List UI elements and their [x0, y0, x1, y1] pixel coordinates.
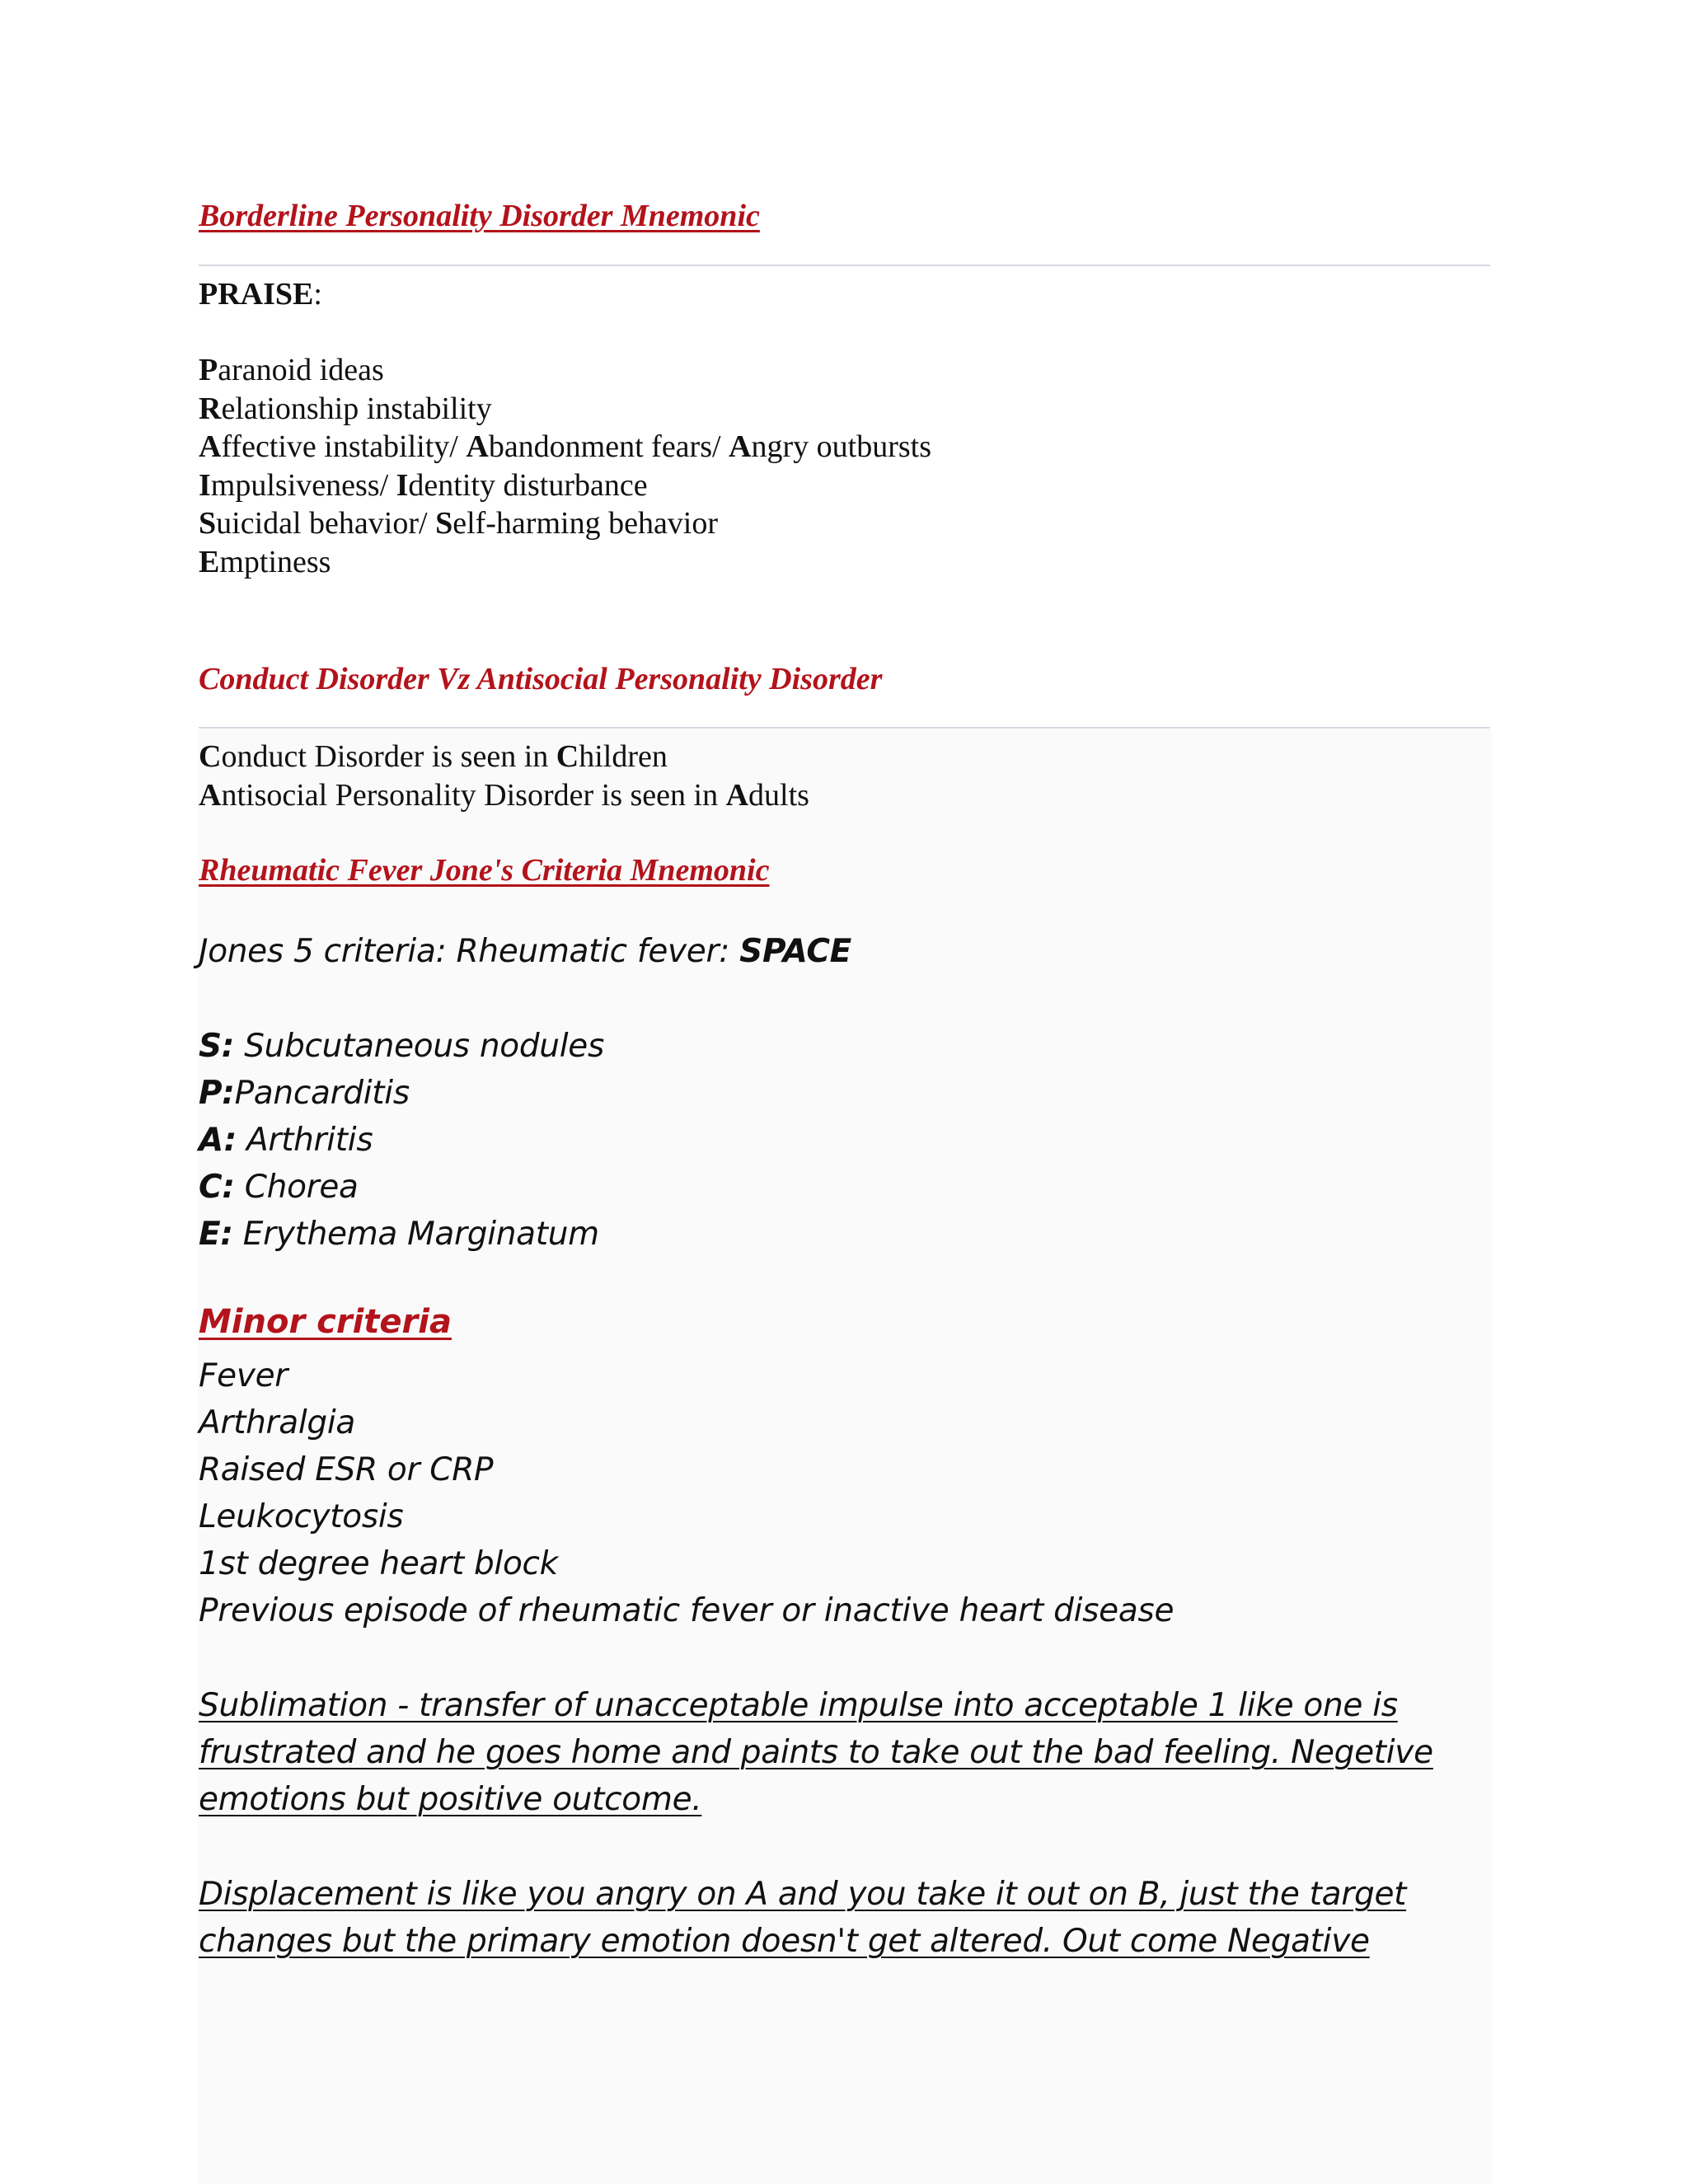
bpd-acronym-line — [199, 275, 322, 314]
item-text: onduct Disorder is seen in — [221, 739, 556, 774]
rheumatic-intro-text: Jones 5 criteria: Rheumatic fever: — [199, 933, 740, 970]
criterion-key: S: — [199, 1028, 235, 1065]
initial-letter: E — [199, 544, 220, 579]
divider — [199, 265, 1490, 266]
conduct-list — [199, 738, 809, 814]
minor-criteria-heading: Minor criteria — [199, 1303, 452, 1341]
criterion-key: C: — [199, 1169, 235, 1206]
initial-letter: I — [199, 467, 211, 503]
initial-letter: R — [199, 391, 222, 426]
list-item — [199, 738, 809, 776]
criterion-key: A: — [199, 1122, 237, 1159]
criterion-key: E: — [199, 1216, 233, 1253]
rheumatic-intro-acronym: SPACE — [739, 933, 852, 970]
list-item — [199, 776, 809, 815]
list-item — [199, 428, 931, 466]
displacement-note — [199, 1871, 1406, 1965]
minor-criteria-list — [199, 1352, 1174, 1634]
list-item — [199, 543, 931, 582]
list-item — [199, 351, 931, 390]
major-criteria-list — [199, 1023, 604, 1258]
list-item — [199, 504, 931, 543]
major-criterion — [199, 1070, 604, 1117]
divider — [199, 727, 1490, 729]
list-item — [199, 390, 931, 429]
minor-criterion: Fever — [199, 1357, 288, 1394]
item-text: dentity disturbance — [408, 467, 648, 503]
initial-letter: A — [466, 429, 489, 464]
initial-letter: A — [729, 429, 752, 464]
sublimation-line: frustrated and he goes home and paints to take out the bad feeling. Negetive — [199, 1734, 1433, 1771]
bpd-acronym: PRAISE — [199, 277, 314, 312]
item-text: uicidal behavior/ — [216, 506, 436, 541]
major-criterion — [199, 1117, 604, 1164]
displacement-line: changes but the primary emotion doesn't get altered. Out come Negative — [199, 1923, 1370, 1960]
initial-letter: C — [199, 739, 222, 774]
item-text: mpulsiveness/ — [210, 467, 396, 503]
bpd-heading: Borderline Personality Disorder Mnemonic — [199, 199, 760, 233]
criterion-value: Chorea — [234, 1169, 359, 1206]
major-criterion — [199, 1164, 604, 1211]
criterion-value: Arthritis — [236, 1122, 373, 1159]
initial-letter: S — [199, 506, 217, 541]
criterion-value: Erythema Marginatum — [232, 1216, 599, 1253]
minor-criterion: 1st degree heart block — [199, 1545, 558, 1582]
rheumatic-intro — [199, 928, 851, 975]
bpd-list — [199, 351, 931, 581]
sublimation-line: emotions but positive outcome. — [199, 1781, 702, 1818]
initial-letter: A — [725, 777, 749, 813]
initial-letter: C — [556, 739, 579, 774]
initial-letter: A — [199, 777, 222, 813]
item-text: ngry outbursts — [751, 429, 931, 464]
item-text: aranoid ideas — [218, 353, 384, 387]
item-text: dults — [748, 777, 809, 813]
initial-letter: I — [396, 467, 409, 503]
item-text: elationship instability — [221, 391, 492, 426]
criterion-key: P: — [199, 1075, 235, 1112]
minor-criterion: Previous episode of rheumatic fever or inactive heart disease — [199, 1592, 1175, 1629]
criterion-value: Subcutaneous nodules — [234, 1028, 604, 1065]
major-criterion — [199, 1023, 604, 1070]
minor-criterion: Raised ESR or CRP — [199, 1451, 494, 1488]
displacement-line: Displacement is like you angry on A and you take it out on B, just the target — [199, 1876, 1407, 1913]
item-text: elf-harming behavior — [452, 506, 719, 541]
rheumatic-heading: Rheumatic Fever Jone's Criteria Mnemonic — [199, 853, 770, 888]
initial-letter: P — [199, 353, 218, 387]
major-criterion — [199, 1211, 604, 1258]
minor-criterion: Leukocytosis — [199, 1498, 404, 1535]
item-text: hildren — [579, 739, 668, 774]
sublimation-line: Sublimation - transfer of unacceptable impulse into acceptable 1 like one is — [199, 1687, 1398, 1724]
sublimation-note — [199, 1682, 1433, 1823]
initial-letter: A — [199, 429, 222, 464]
criterion-value: Pancarditis — [234, 1075, 410, 1112]
initial-letter: S — [435, 506, 453, 541]
list-item — [199, 466, 931, 505]
item-text: ffective instability/ — [221, 429, 467, 464]
bpd-acronym-colon: : — [313, 277, 322, 312]
conduct-heading: Conduct Disorder Vz Antisocial Personality Disorder — [199, 662, 883, 696]
item-text: mptiness — [219, 544, 331, 579]
minor-criterion: Arthralgia — [199, 1404, 355, 1441]
item-text: ntisocial Personality Disorder is seen in — [221, 777, 726, 813]
item-text: bandonment fears/ — [488, 429, 729, 464]
